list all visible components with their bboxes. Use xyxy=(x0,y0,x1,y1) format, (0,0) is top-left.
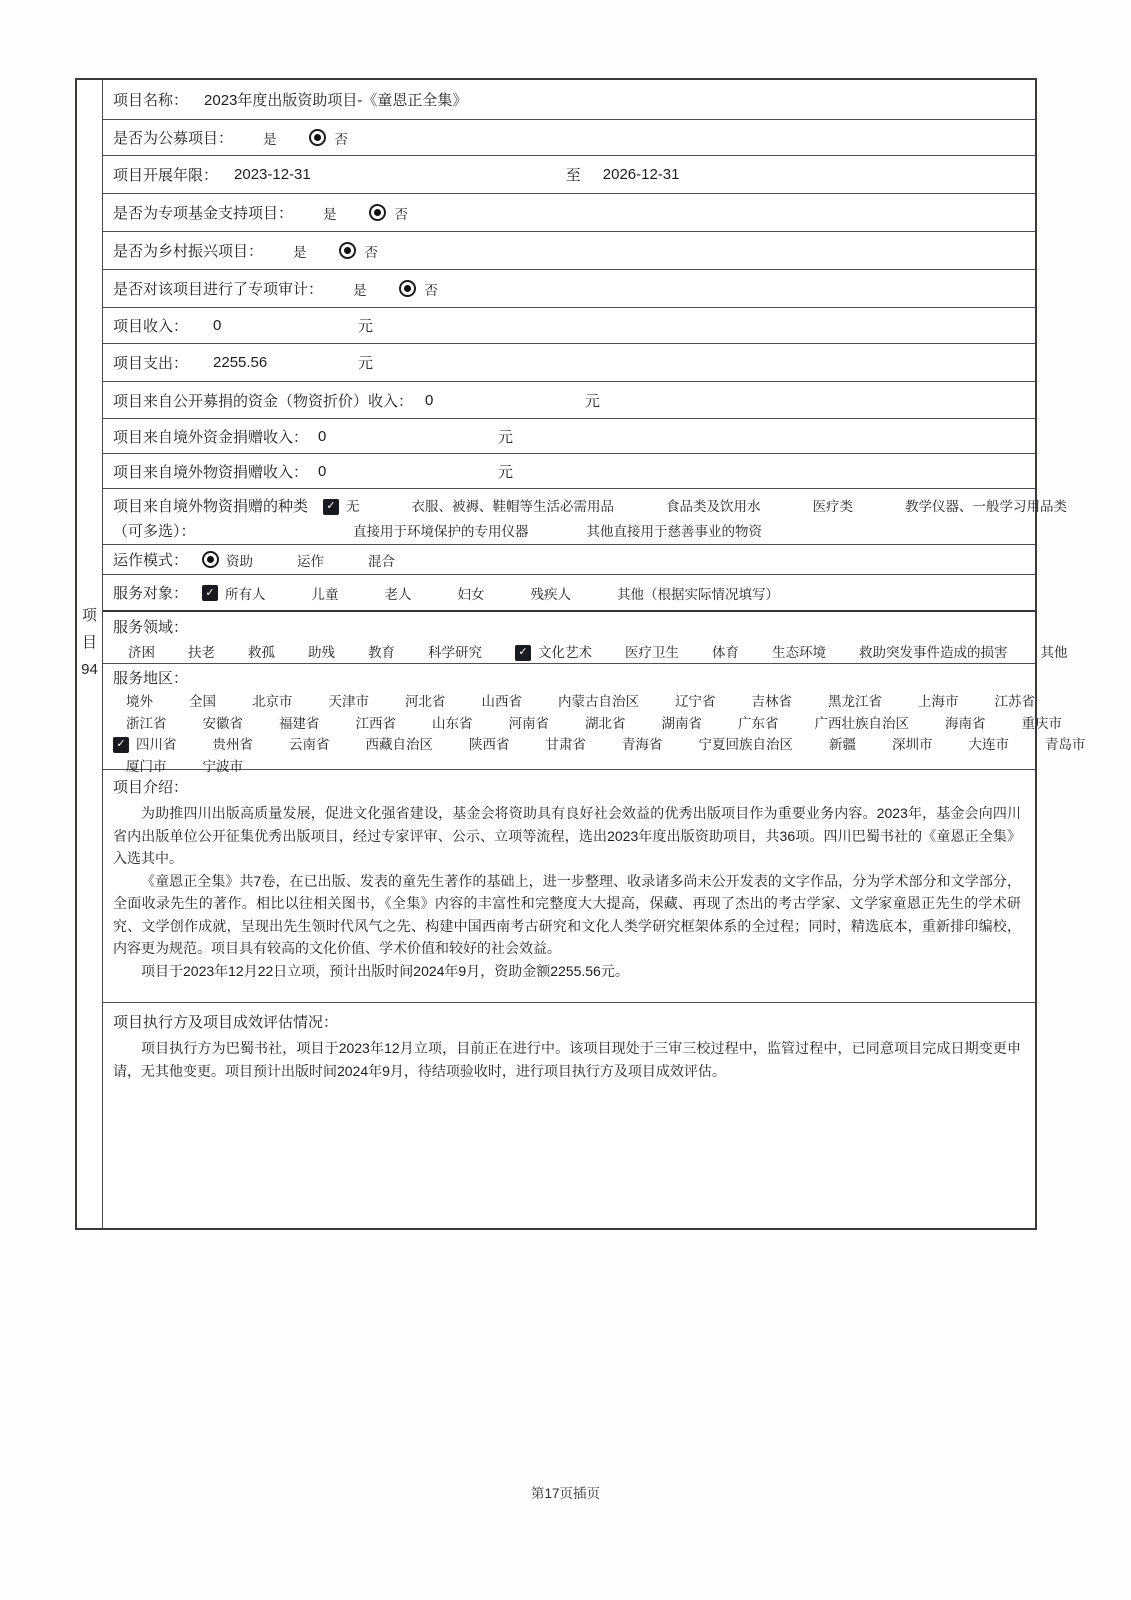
service-region-option xyxy=(213,734,254,756)
overseas-fund-income-label: 项目来自境外资金捐赠收入： xyxy=(113,428,309,446)
row-project-execution xyxy=(103,1003,1035,1232)
service-region-line3 xyxy=(113,734,1086,756)
service-field-option xyxy=(188,640,215,665)
service-region-option xyxy=(289,734,330,756)
public-donation-income-label: 项目来自公开募捐的资金（物资折价）收入： xyxy=(113,392,414,410)
overseas-material-types-options xyxy=(323,494,1067,544)
material-type-option xyxy=(323,494,360,519)
option-no-label: 否 xyxy=(394,206,409,222)
period-start-value: 2023-12-31 xyxy=(234,166,311,183)
project-expense-label: 项目支出： xyxy=(113,355,189,372)
option-label: 北京市 xyxy=(252,694,293,709)
project-intro-paragraph: 项目于2023年12月22日立项，预计出版时间2024年9月，资助金额2255.56元。 xyxy=(141,962,629,979)
form-content-column xyxy=(103,80,1086,1228)
currency-unit: 元 xyxy=(498,463,514,481)
radio-dot xyxy=(314,134,321,141)
option-label: 所有人 xyxy=(225,586,266,602)
project-expense-value: 2255.56 xyxy=(213,354,268,371)
service-region-option xyxy=(126,713,167,735)
option-label: 甘肃省 xyxy=(545,737,586,752)
service-region-option xyxy=(945,713,986,735)
radio-selected-icon xyxy=(399,280,416,297)
service-field-option xyxy=(772,640,826,665)
service-region-option xyxy=(126,691,153,713)
service-region-option xyxy=(815,713,910,735)
service-region-option xyxy=(892,734,933,756)
option-yes-label: 是 xyxy=(293,244,307,260)
service-region-option xyxy=(585,713,626,735)
row-public-donation-income xyxy=(103,382,1035,419)
project-index-char: 目 xyxy=(81,634,97,651)
row-project-period xyxy=(103,156,1035,194)
period-to-separator: 至 xyxy=(565,167,581,184)
row-overseas-fund-income xyxy=(103,419,1035,454)
service-region-option xyxy=(509,713,550,735)
project-disclosure-table xyxy=(75,78,1086,1230)
service-region-option xyxy=(995,691,1036,713)
operation-mode-option xyxy=(368,550,395,570)
service-region-option xyxy=(829,734,856,756)
project-index-cell xyxy=(77,80,103,1228)
option-label: 儿童 xyxy=(311,586,339,602)
service-target-option xyxy=(385,583,412,603)
option-label: 助残 xyxy=(308,645,335,660)
project-income-value: 0 xyxy=(213,317,222,334)
option-label: 海南省 xyxy=(945,715,986,731)
option-label: 科学研究 xyxy=(428,645,482,660)
checkbox-checked-icon: ✓ xyxy=(515,645,531,661)
material-type-option xyxy=(666,494,761,519)
option-label: 宁波市 xyxy=(202,758,243,774)
project-name-label: 项目名称： xyxy=(113,92,189,109)
material-type-option xyxy=(412,494,615,519)
option-label: 大连市 xyxy=(968,737,1009,752)
radio-dot xyxy=(207,556,214,563)
radio-dot xyxy=(404,285,411,292)
option-label: 混合 xyxy=(368,553,396,569)
material-type-option xyxy=(813,494,854,519)
option-label: 广东省 xyxy=(738,715,779,731)
service-field-option xyxy=(248,640,275,665)
option-label: 扶老 xyxy=(188,645,215,660)
option-label: 食品类及饮用水 xyxy=(666,499,761,514)
service-region-option xyxy=(828,691,882,713)
option-yes-label: 是 xyxy=(353,282,367,298)
project-execution-block xyxy=(113,1011,1025,1082)
option-label: 内蒙古自治区 xyxy=(558,694,639,709)
service-field-label: 服务领域： xyxy=(113,619,189,636)
service-region-block xyxy=(113,667,1086,777)
option-label: 天津市 xyxy=(328,694,369,709)
material-type-option xyxy=(587,519,763,544)
service-field-option xyxy=(859,640,1008,665)
option-label: 河北省 xyxy=(405,694,446,709)
option-label: 河南省 xyxy=(508,715,549,731)
service-target-option xyxy=(617,583,779,603)
service-field-option xyxy=(128,640,155,665)
option-label: 厦门市 xyxy=(126,758,167,774)
service-target-option xyxy=(312,583,339,603)
rural-revitalization-label: 是否为乡村振兴项目： xyxy=(113,243,264,260)
option-label: 江苏省 xyxy=(994,694,1035,709)
project-period-label: 项目开展年限： xyxy=(113,167,219,184)
project-intro-paragraph: 《童恩正全集》共7卷，在已出版、发表的童先生著作的基础上，进一步整理、收录诸多尚未公开发表的文字作品，分为学术部分和文学部分，全面收录先生的著作。相比以往相关图书，《全集》内容的丰富性和完整度大大提高，保藏、再现了杰出的考古学家、文学家童恩正先生的学术研究、文学创作成就，呈现出先生领时代风气之先、构建中国西南考古研究和文化人类学研究框架体系的全过程；同时，精选底本，重新排印编校，内容更为规范。项目具有较高的文化价值、学术价值和较好的社会效益。 xyxy=(113,872,1021,956)
currency-unit: 元 xyxy=(358,355,374,372)
service-region-option xyxy=(969,734,1010,756)
service-region-option xyxy=(1022,713,1063,735)
service-target-option xyxy=(202,583,266,603)
service-region-option xyxy=(405,691,446,713)
option-label: 江西省 xyxy=(355,715,396,731)
row-service-target xyxy=(103,575,1035,612)
radio-dot xyxy=(344,247,351,254)
overseas-material-income-value: 0 xyxy=(318,462,327,480)
option-label: 湖北省 xyxy=(585,715,626,731)
option-label: 运作 xyxy=(297,553,325,569)
radio-selected-icon xyxy=(309,129,326,146)
service-region-option xyxy=(113,734,177,756)
service-field-option xyxy=(625,640,679,665)
service-region-option xyxy=(189,691,216,713)
service-region-label: 服务地区： xyxy=(113,670,189,687)
material-type-options-line1 xyxy=(323,494,1067,519)
radio-dot xyxy=(374,209,381,216)
currency-unit: 元 xyxy=(498,428,514,446)
service-region-option xyxy=(622,734,663,756)
row-rural-revitalization xyxy=(103,232,1035,270)
option-label: 济困 xyxy=(128,645,155,660)
row-special-fund xyxy=(103,194,1035,232)
row-service-field xyxy=(103,612,1068,664)
option-label: 浙江省 xyxy=(126,715,167,731)
option-label: 生态环境 xyxy=(772,645,826,660)
option-yes-label: 是 xyxy=(323,206,337,222)
option-label: 西藏自治区 xyxy=(365,737,433,752)
operation-mode-label: 运作模式： xyxy=(113,552,189,569)
service-region-option xyxy=(558,691,639,713)
option-label: 重庆市 xyxy=(1021,715,1062,731)
option-no-label: 否 xyxy=(424,282,439,298)
overseas-material-types-label xyxy=(113,494,323,544)
option-label: 教育 xyxy=(368,645,395,660)
option-no-label: 否 xyxy=(334,131,349,147)
option-label: 吉林省 xyxy=(751,694,792,709)
service-field-option xyxy=(1041,640,1068,665)
service-target-label: 服务对象： xyxy=(113,585,189,602)
option-label: 福建省 xyxy=(279,715,320,731)
option-label: 上海市 xyxy=(918,694,959,709)
option-label: 医疗类 xyxy=(812,499,853,514)
special-fund-label: 是否为专项基金支持项目： xyxy=(113,205,294,222)
row-project-intro xyxy=(103,770,1035,1003)
row-special-audit xyxy=(103,270,1035,308)
project-execution-label: 项目执行方及项目成效评估情况： xyxy=(113,1014,339,1031)
service-target-options xyxy=(202,583,779,603)
service-target-option xyxy=(458,583,485,603)
material-type-option xyxy=(905,494,1067,519)
project-intro-paragraph: 为助推四川出版高质量发展，促进文化强省建设，基金会将资助具有良好社会效益的优秀出版项目作为重要业务内容。2023年，基金会向四川省内出版单位公开征集优秀出版项目，经过专家评审、公示、立项等流程，选出2023年度出版资助项目，共36项。四川巴蜀书社的《童恩正全集》入选其中。 xyxy=(113,805,1021,866)
option-label: 山西省 xyxy=(481,694,522,709)
service-region-option xyxy=(662,713,703,735)
option-label: 救孤 xyxy=(248,645,275,660)
period-end-value: 2026-12-31 xyxy=(602,166,680,183)
option-label: 安徽省 xyxy=(202,715,243,731)
option-label: 青岛市 xyxy=(1045,737,1086,752)
checkbox-checked-icon: ✓ xyxy=(202,585,218,601)
overseas-fund-income-value: 0 xyxy=(318,427,327,445)
option-label: 山东省 xyxy=(432,715,473,731)
option-label: 云南省 xyxy=(289,737,330,752)
service-region-option xyxy=(675,691,716,713)
option-label: 医疗卫生 xyxy=(625,645,679,660)
operation-mode-option xyxy=(297,550,324,570)
service-field-option xyxy=(428,640,482,665)
option-yes-label: 是 xyxy=(263,131,277,147)
service-region-line2 xyxy=(113,713,1062,735)
service-region-option xyxy=(699,734,794,756)
row-overseas-material-income xyxy=(103,454,1035,489)
page-footer: 第17页插页 xyxy=(530,1486,601,1501)
option-label: 宁夏回族自治区 xyxy=(698,737,793,752)
row-overseas-material-types xyxy=(103,489,1067,545)
project-intro-block xyxy=(113,776,1025,982)
row-project-income xyxy=(103,308,1035,344)
radio-selected-icon xyxy=(369,204,386,221)
option-label: 湖南省 xyxy=(661,715,702,731)
service-region-option xyxy=(252,691,293,713)
radio-selected-icon xyxy=(339,242,356,259)
service-region-option xyxy=(329,691,370,713)
currency-unit: 元 xyxy=(585,392,601,410)
service-region-option xyxy=(356,713,397,735)
option-label: 教学仪器、一般学习用品类 xyxy=(905,499,1067,514)
service-region-option xyxy=(1045,734,1086,756)
checkbox-checked-icon: ✓ xyxy=(113,737,129,753)
option-label: 老人 xyxy=(384,586,412,602)
radio-selected-icon xyxy=(202,551,219,568)
row-service-region xyxy=(103,664,1086,774)
project-index-char: 项 xyxy=(81,607,97,624)
option-label: 直接用于环境保护的专用仪器 xyxy=(353,524,529,539)
option-label: 其他 xyxy=(1040,645,1068,660)
option-label: 四川省 xyxy=(136,737,177,752)
option-label: 资助 xyxy=(226,553,254,569)
service-region-option xyxy=(918,691,959,713)
service-field-block xyxy=(113,616,1068,665)
project-execution-paragraph: 项目执行方为巴蜀书社，项目于2023年12月立项，目前正在进行中。该项目现处于三审三校过程中，监管过程中，已同意项目完成日期变更申请，无其他变更。项目预计出版时间2024年9月，待结项验收时，进行项目执行方及项目成效评估。 xyxy=(113,1040,1021,1079)
project-income-label: 项目收入： xyxy=(113,318,189,335)
option-label: 救助突发事件造成的损害 xyxy=(859,645,1008,660)
service-field-option xyxy=(712,640,739,665)
overseas-material-types-label-line2: （可多选）： xyxy=(113,523,196,540)
project-name-value: 2023年度出版资助项目-《童恩正全集》 xyxy=(204,92,468,109)
project-index-number: 94 xyxy=(81,661,98,678)
option-label: 新疆 xyxy=(829,737,856,752)
public-donation-income-value: 0 xyxy=(425,391,434,409)
option-label: 体育 xyxy=(712,645,739,660)
option-label: 贵州省 xyxy=(212,737,253,752)
option-label: 深圳市 xyxy=(892,737,933,752)
option-label: 青海省 xyxy=(622,737,663,752)
service-field-option xyxy=(515,640,592,665)
material-type-options-line2 xyxy=(323,519,1067,544)
service-region-option xyxy=(203,713,244,735)
special-audit-label: 是否对该项目进行了专项审计： xyxy=(113,281,324,298)
option-label: 衣服、被褥、鞋帽等生活必需用品 xyxy=(411,499,614,514)
row-operation-mode xyxy=(103,545,1035,575)
service-region-line1 xyxy=(113,691,1035,713)
project-intro-paragraphs xyxy=(113,800,1025,982)
material-type-option xyxy=(353,519,529,544)
option-label: 无 xyxy=(346,499,360,514)
service-region-option xyxy=(366,734,434,756)
service-field-options xyxy=(113,640,1068,665)
service-target-option xyxy=(531,583,572,603)
option-label: 广西壮族自治区 xyxy=(814,715,909,731)
service-field-option xyxy=(368,640,395,665)
project-intro-label: 项目介绍： xyxy=(113,779,189,796)
service-field-option xyxy=(308,640,335,665)
option-label: 全国 xyxy=(189,694,216,709)
row-public-fundraising xyxy=(103,120,1035,156)
project-execution-paragraphs xyxy=(113,1035,1025,1082)
service-region-option xyxy=(469,734,510,756)
option-label: 其他（根据实际情况填写） xyxy=(617,586,780,602)
project-index-label xyxy=(77,602,102,683)
option-label: 其他直接用于慈善事业的物资 xyxy=(586,524,762,539)
option-label: 辽宁省 xyxy=(675,694,716,709)
option-no-label: 否 xyxy=(364,244,379,260)
option-label: 境外 xyxy=(126,694,153,709)
service-region-option xyxy=(279,713,320,735)
checkbox-checked-icon: ✓ xyxy=(323,499,339,515)
operation-mode-options xyxy=(202,550,395,570)
option-label: 文化艺术 xyxy=(538,645,592,660)
option-label: 陕西省 xyxy=(469,737,510,752)
option-label: 黑龙江省 xyxy=(828,694,882,709)
overseas-material-income-label: 项目来自境外物资捐赠收入： xyxy=(113,463,309,481)
service-region-option xyxy=(546,734,587,756)
public-fundraising-label: 是否为公募项目： xyxy=(113,130,234,147)
row-project-expense xyxy=(103,344,1035,382)
row-project-name xyxy=(103,80,1035,120)
service-region-option xyxy=(482,691,523,713)
service-region-option xyxy=(752,691,793,713)
option-label: 妇女 xyxy=(457,586,485,602)
option-label: 残疾人 xyxy=(530,586,572,602)
service-region-option xyxy=(432,713,473,735)
currency-unit: 元 xyxy=(358,318,374,335)
overseas-material-types-label-line1: 项目来自境外物资捐赠的种类 xyxy=(113,498,309,515)
service-region-option xyxy=(738,713,779,735)
operation-mode-option xyxy=(202,550,253,570)
